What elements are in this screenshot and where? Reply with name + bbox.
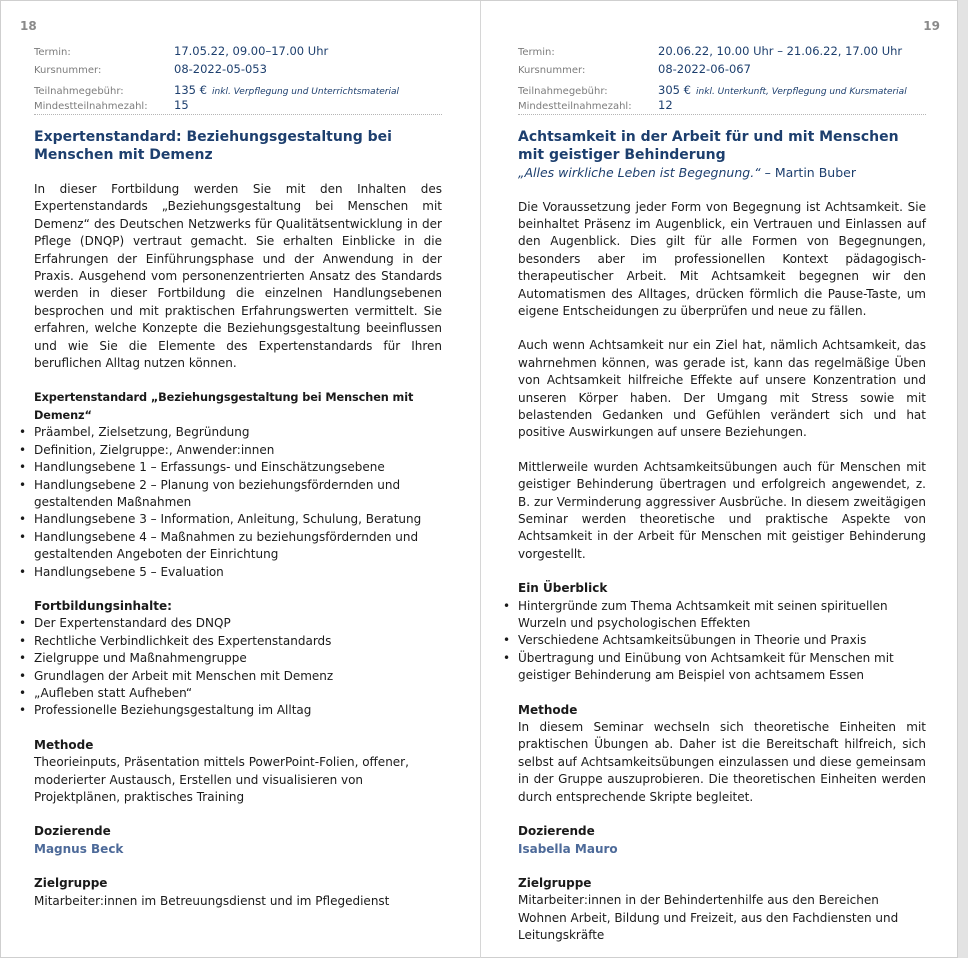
- list-item: • Zielgruppe und Maßnahmengruppe: [34, 650, 442, 667]
- method-heading: Methode: [518, 702, 578, 717]
- course-title-line: Menschen mit Demenz: [34, 146, 213, 163]
- page-left: [1, 1, 480, 958]
- page-number: 19: [923, 19, 940, 33]
- target-group-text: Mitarbeiter:innen in der Behindertenhilfe aus den Bereichen Wohnen Arbeit, Bildung und Freizeit, aus den Fachdiensten und Leitungskräfte: [518, 893, 899, 943]
- body-paragraph: Auch wenn Achtsamkeit nur ein Ziel hat, nämlich Achtsamkeit, das wahrnehmen können, was gerade ist, kann das regelmäßige Üben von Achtsamkeit hilfreiche Effekte auf unsere Konzentration und unseren Körper haben. Der Umgang mit Stress sowie mit belastenden Gedanken und Gefühlen verändert sich und hat positive Auswirkungen auf unsere Beziehungen.: [518, 338, 926, 440]
- intro-paragraph: Die Voraussetzung jeder Form von Begegnung ist Achtsamkeit. Sie beinhaltet Präsenz im Augenblick, ein Vertrauen und Einlassen auf den Augenblick. Dies gilt für alle Formen von Begegnungen, besonders aber im professionellen Kontext pädagogisch-therapeutischer Arbeit. Mit Achtsamkeit begegnen wir den Automatismen des Alltages, drücken förmlich die Pause-Taste, um eigene Entscheidungen zu überprüfen und neue zu fällen.: [518, 199, 926, 318]
- target-group-heading: Zielgruppe: [518, 875, 592, 890]
- overview-list: [518, 598, 926, 685]
- contents-list: [34, 615, 442, 719]
- meta-label: Teilnahmegebühr:: [34, 86, 124, 97]
- quote-text: „Alles wirkliche Leben ist Begegnung.“: [518, 165, 761, 180]
- list-item: • Verschiedene Achtsamkeitsübungen in Theorie und Praxis: [518, 632, 926, 649]
- meta-value: 15: [174, 97, 189, 112]
- course-quote: [518, 164, 926, 182]
- method-text: Theorieinputs, Präsentation mittels PowerPoint-Folien, offener, moderierter Austausch, Erstellen und visualisieren von Projektplänen, praktisches Training: [34, 755, 409, 804]
- meta-note: inkl. Unterkunft, Verpflegung und Kursmaterial: [696, 87, 907, 97]
- meta-label: Kursnummer:: [518, 64, 586, 76]
- page-number: 18: [20, 19, 37, 33]
- quote-author: – Martin Buber: [764, 165, 856, 180]
- meta-min-participants: [34, 98, 442, 116]
- method-heading: Methode: [34, 737, 94, 752]
- meta-label: Mindestteilnahmezahl:: [518, 100, 632, 112]
- course-body: [518, 199, 926, 945]
- target-group-heading: Zielgruppe: [34, 876, 108, 891]
- course-title-line: Achtsamkeit in der Arbeit für und mit Menschen: [518, 129, 899, 145]
- course-meta: [518, 44, 926, 115]
- meta-date: [518, 44, 926, 62]
- course-title: [518, 129, 926, 164]
- meta-value: 135 €: [174, 83, 207, 97]
- lecturer-heading: Dozierende: [34, 824, 111, 839]
- list-item: • Definition, Zielgruppe:, Anwender:innen: [34, 442, 442, 459]
- list-item: • Handlungsebene 2 – Planung von beziehungsfördernden und gestaltenden Maßnahmen: [34, 477, 442, 512]
- meta-date: [34, 44, 442, 62]
- course-title: [34, 129, 442, 164]
- course-body: [34, 181, 442, 910]
- meta-value: 08-2022-05-053: [174, 61, 267, 76]
- meta-fee: [518, 79, 926, 97]
- meta-course-number: [518, 62, 926, 80]
- meta-min-participants: [518, 98, 926, 116]
- list-item: • Handlungsebene 3 – Information, Anleitung, Schulung, Beratung: [34, 511, 442, 528]
- meta-note: inkl. Verpflegung und Unterrichtsmaterial: [212, 87, 399, 97]
- list-item: • Übertragung und Einübung von Achtsamkeit für Menschen mit geistiger Behinderung am Beispiel von achtsamem Essen: [518, 650, 926, 685]
- target-group-text: Mitarbeiter:innen im Betreuungsdienst und im Pflegedienst: [34, 893, 390, 908]
- list-item: • Handlungsebene 5 – Evaluation: [34, 564, 442, 581]
- meta-value: 12: [658, 97, 673, 112]
- meta-label: Teilnahmegebühr:: [518, 86, 608, 97]
- method-text: In diesem Seminar wechseln sich theoretische Einheiten mit praktischen Übungen ab. Daher ist die Bereitschaft hilfreich, sich selbst auf Achtsamkeitsübungen einzulassen und diese gemeinsam in der Gruppe auszuprobieren. Die theoretischen Einheiten werden durch entsprechende Skripte begleitet.: [518, 720, 926, 804]
- standard-list: [34, 424, 442, 581]
- lecturer-name: Isabella Mauro: [518, 841, 618, 856]
- meta-label: Kursnummer:: [34, 64, 102, 76]
- list-item: • Hintergründe zum Thema Achtsamkeit mit seinen spirituellen Wurzeln und psychologischen Effekten: [518, 598, 926, 633]
- list-item: • Grundlagen der Arbeit mit Menschen mit Demenz: [34, 668, 442, 685]
- meta-label: Mindestteilnahmezahl:: [34, 100, 148, 112]
- meta-fee: [34, 79, 442, 97]
- course-title-line: Expertenstandard: Beziehungsgestaltung bei: [34, 129, 392, 145]
- course-title-line: mit geistiger Behinderung: [518, 146, 726, 163]
- body-paragraph: Mittlerweile wurden Achtsamkeitsübungen auch für Menschen mit geistiger Behinderung übertragen und erfolgreich angewendet, z. B. zur Verminderung aggressiver Ausbrüche. In diesem zweitägigen Seminar werden theoretische und praktische Aspekte von Achtsamkeit in der Arbeit für Menschen mit geistiger Behinderung vorgestellt.: [518, 459, 926, 561]
- meta-label: Termin:: [34, 47, 71, 58]
- meta-value: 305 €: [658, 83, 691, 97]
- list-item: • Rechtliche Verbindlichkeit des Expertenstandards: [34, 633, 442, 650]
- meta-value: 17.05.22, 09.00–17.00 Uhr: [174, 44, 329, 58]
- list-item: • Handlungsebene 4 – Maßnahmen zu beziehungsfördernden und gestaltenden Angeboten der Einrichtung: [34, 529, 442, 564]
- meta-value: 20.06.22, 10.00 Uhr – 21.06.22, 17.00 Uhr: [658, 44, 903, 58]
- standard-heading: Expertenstandard „Beziehungsgestaltung bei Menschen mit Demenz“: [34, 391, 414, 422]
- meta-course-number: [34, 62, 442, 80]
- list-item: • „Aufleben statt Aufheben“: [34, 685, 442, 702]
- list-item: • Professionelle Beziehungsgestaltung im Alltag: [34, 702, 442, 719]
- contents-heading: Fortbildungsinhalte:: [34, 598, 172, 613]
- lecturer-name: Magnus Beck: [34, 841, 124, 856]
- page-right: [481, 1, 960, 958]
- list-item: • Präambel, Zielsetzung, Begründung: [34, 424, 442, 441]
- list-item: • Handlungsebene 1 – Erfassungs- und Einschätzungsebene: [34, 459, 442, 476]
- course-column: [518, 44, 926, 945]
- course-column: [34, 44, 442, 910]
- overview-heading: Ein Überblick: [518, 581, 608, 596]
- list-item: • Der Expertenstandard des DNQP: [34, 615, 442, 632]
- course-meta: [34, 44, 442, 115]
- lecturer-heading: Dozierende: [518, 824, 595, 839]
- intro-paragraph: In dieser Fortbildung werden Sie mit den Inhalten des Expertenstandards „Beziehungsgestaltung bei Menschen mit Demenz“ des Deutschen Netzwerks für Qualitätsentwicklung in der Pflege (DNQP) vertraut gemacht. Sie erhalten Einblicke in die Erfahrungen der Einführungsphase und der Anwendung in der Praxis. Ausgehend vom personenzentrierten Ansatz des Standards werden in dieser Fortbildung die einzelnen Handlungsebenen besprochen und mit praktischen Erfahrungswerten vermittelt. Sie erfahren, welche Konzepte die Beziehungsgestaltung beeinflussen und wie Sie die Elemente des Expertenstandards für Ihren beruflichen Alltag nutzen können.: [34, 182, 442, 371]
- meta-label: Termin:: [518, 47, 555, 58]
- meta-value: 08-2022-06-067: [658, 61, 751, 76]
